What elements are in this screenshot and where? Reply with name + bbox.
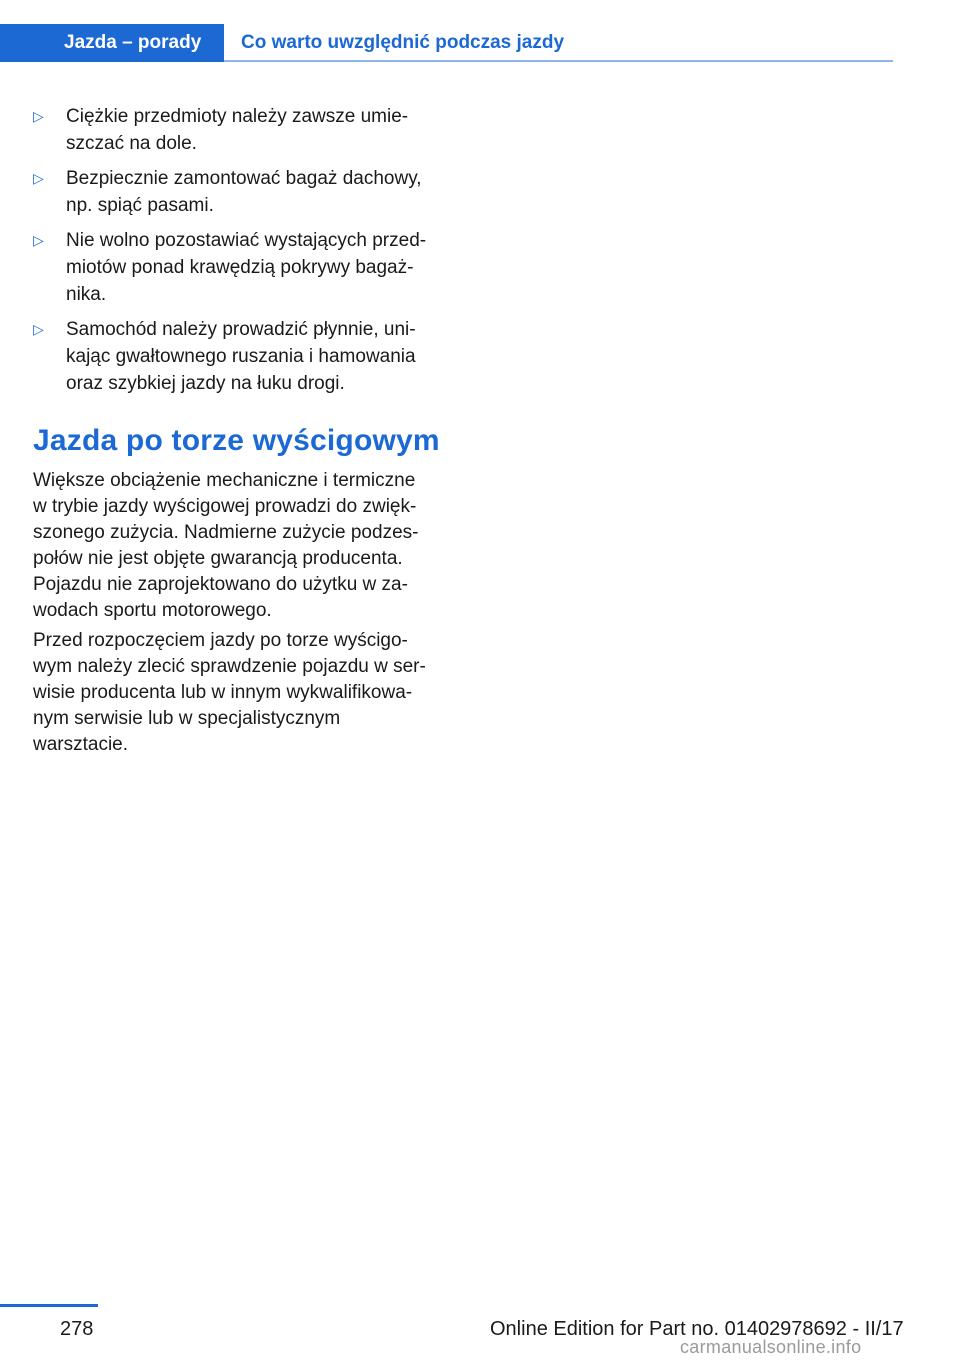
section-title: Jazda po torze wyścigowym xyxy=(33,424,440,457)
triangle-bullet-icon: ▷ xyxy=(33,232,44,248)
triangle-bullet-icon: ▷ xyxy=(33,321,44,337)
list-item xyxy=(33,165,453,219)
footer-divider xyxy=(0,1304,98,1307)
body-paragraph: Przed rozpoczęciem jazdy po torze wyścigo- wym należy zlecić sprawdzenie pojazdu w ser- wisie producenta lub w innym wykwalifikowa- nym serwisie lub w specjalistycznym warsztacie. xyxy=(33,630,426,755)
body-paragraph: Większe obciążenie mechaniczne i termiczne w trybie jazdy wyścigowej prowadzi do zwięk- szonego zużycia. Nadmierne zużycie podzes- połów nie jest objęte gwarancją producenta. Pojazdu nie zaprojektowano do użytku w za- wodach sportu motorowego. xyxy=(33,470,419,621)
bullet-list xyxy=(33,103,453,405)
page-number: 278 xyxy=(60,1318,94,1340)
page-header xyxy=(0,24,893,62)
list-item-text: Bezpiecznie zamontować bagaż dachowy, np. spiąć pasami. xyxy=(66,168,422,216)
list-item-text: Ciężkie przedmioty należy zawsze umie- szczać na dole. xyxy=(66,106,409,154)
triangle-bullet-icon: ▷ xyxy=(33,170,44,186)
edition-text: Online Edition for Part no. 01402978692 - II/17 xyxy=(490,1318,904,1340)
chapter-tab: Jazda – porady xyxy=(0,24,224,62)
triangle-bullet-icon: ▷ xyxy=(33,108,44,124)
list-item xyxy=(33,103,453,157)
list-item xyxy=(33,316,453,397)
watermark: carmanualsonline.info xyxy=(680,1337,862,1357)
header-divider xyxy=(224,60,893,62)
list-item xyxy=(33,227,453,308)
list-item-text: Samochód należy prowadzić płynnie, uni- kając gwałtownego ruszania i hamowania oraz szybkiej jazdy na łuku drogi. xyxy=(66,319,416,394)
list-item-text: Nie wolno pozostawiać wystających przed- miotów ponad krawędzią pokrywy bagaż- nika. xyxy=(66,230,427,305)
section-breadcrumb: Co warto uwzględnić podczas jazdy xyxy=(241,32,565,53)
